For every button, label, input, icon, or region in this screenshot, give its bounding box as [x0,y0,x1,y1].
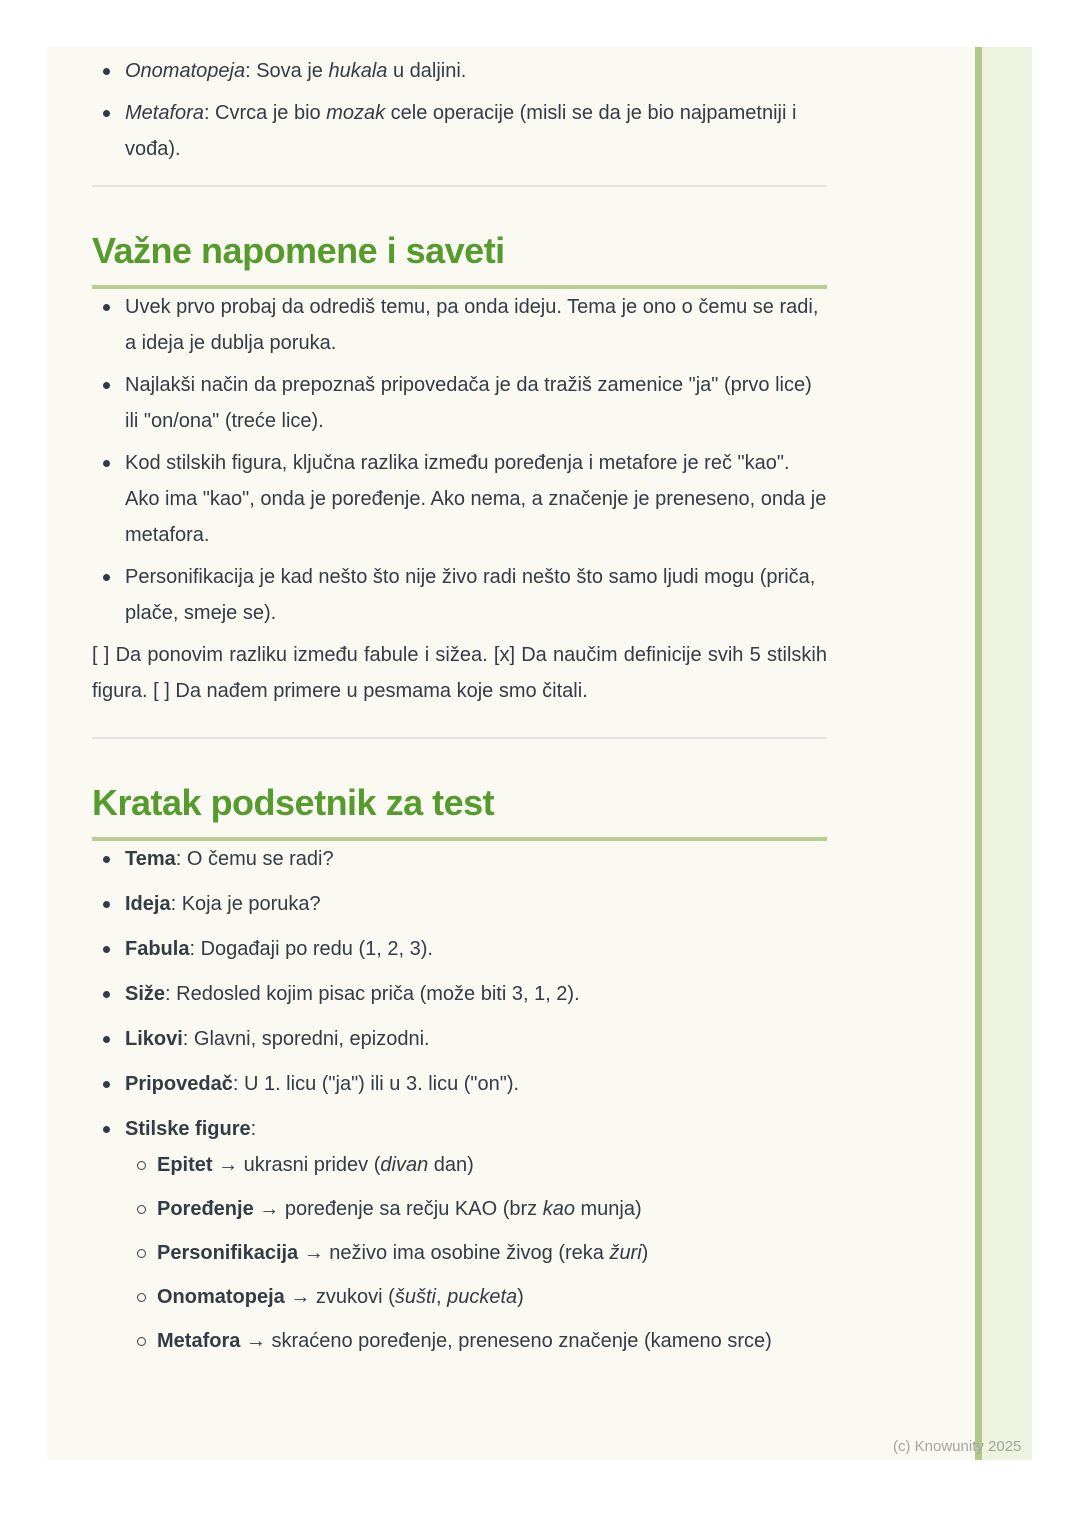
sub-list-item [125,1279,827,1315]
bullet-icon [103,382,110,389]
bullet-icon [103,1081,110,1088]
circle-bullet-icon [137,1293,146,1302]
bullet-icon [103,460,110,467]
bold-text: Onomatopeja [157,1286,285,1308]
bold-text: Metafora [157,1330,241,1352]
text: → neživo ima osobine živog (reka [298,1242,610,1264]
list-item-text [125,566,815,624]
page-content [92,53,827,1368]
text: , [435,1286,448,1308]
italic-text: kao [542,1198,575,1220]
list-item [92,53,827,89]
notes-list [92,289,827,631]
list-item [92,976,827,1012]
list-item-text [157,1330,772,1352]
sub-list-item [125,1147,827,1183]
text: : Glavni, sporedni, epizodni. [182,1028,430,1050]
bullet-icon [103,304,110,311]
sub-list-item [125,1323,827,1359]
section-divider [92,737,827,739]
text: cele operacije (misli se da je bio najpametniji i vođa). [125,102,797,160]
list-item [92,367,827,439]
sub-list-item [125,1191,827,1227]
list-item [92,1066,827,1102]
bullet-icon [103,856,110,863]
bullet-icon [103,110,110,117]
text: → poređenje sa rečju KAO (brz [253,1198,543,1220]
accent-stripe [975,47,1032,1460]
todo-checklist: [ ] Da ponovim razliku između fabule i sižea. [x] Da naučim definicije svih 5 stilskih figura. [ ] Da nađem primere u pesmama koje smo čitali. [92,644,827,702]
list-item-text [125,938,433,960]
sub-list-item [125,1235,827,1271]
bold-text: Tema [125,848,176,870]
italic-text: mozak [326,102,386,124]
page-card [47,47,1032,1460]
text: : Događaji po redu (1, 2, 3). [189,938,433,960]
text: munja) [574,1198,642,1220]
text: : Sova je [245,60,329,82]
section-title-notes: Važne napomene i saveti [92,230,505,271]
list-item-text [125,983,580,1005]
text: ) [641,1242,649,1264]
italic-text: žuri [609,1242,642,1264]
text: Personifikacija je kad nešto što nije živo radi nešto što samo ljudi mogu (priča, plače, smeje se). [125,566,816,624]
section-divider [92,185,827,187]
text: dan) [428,1154,474,1176]
list-item [92,445,827,553]
accent-stripe-fill [982,47,1032,1460]
list-item [92,1111,827,1359]
circle-bullet-icon [137,1161,146,1170]
list-item-text [125,848,334,870]
bold-text: Siže [125,983,166,1005]
list-item-text [125,374,812,432]
text: : Redosled kojim pisac priča (može biti 3, 1, 2). [165,983,580,1005]
list-item [92,95,827,167]
section-title-reminder: Kratak podsetnik za test [92,782,495,823]
list-item-text [125,102,796,160]
circle-bullet-icon [137,1337,146,1346]
list-item-text [125,1118,256,1140]
list-item-text [157,1286,524,1308]
bold-text: Pripovedač [125,1073,233,1095]
text: : Cvrca je bio [203,102,327,124]
list-item-text [125,1073,519,1095]
bold-text: Ideja [125,893,171,915]
list-item [92,841,827,877]
list-item [92,1021,827,1057]
list-item-text [157,1198,642,1220]
circle-bullet-icon [137,1205,146,1214]
italic-text: šušti [394,1286,436,1308]
list-item-text [125,60,466,82]
bold-text: Likovi [125,1028,183,1050]
list-item-text [125,1028,430,1050]
list-item-text [157,1154,474,1176]
italic-text: divan [380,1154,429,1176]
list-item [92,886,827,922]
text: Najlakši način da prepoznaš pripovedača je da tražiš zamenice "ja" (prvo lice) ili "on/ona" (treće lice). [125,374,812,432]
text: → ukrasni pridev ( [212,1154,381,1176]
list-item [92,559,827,631]
examples-list [92,53,827,167]
list-item [92,289,827,361]
list-item-text [125,893,321,915]
bold-text: Epitet [157,1154,213,1176]
bold-text: Poređenje [157,1198,254,1220]
reminder-list [92,841,827,1359]
bold-text: Stilske figure [125,1118,251,1140]
bullet-icon [103,574,110,581]
text: u daljini. [387,60,467,82]
bullet-icon [103,901,110,908]
bullet-icon [103,946,110,953]
bullet-icon [103,1036,110,1043]
italic-text: Metafora [125,102,204,124]
italic-text: Onomatopeja [125,60,246,82]
text: : O čemu se radi? [175,848,334,870]
text: Kod stilskih figura, ključna razlika između poređenja i metafore je reč "kao". Ako ima "kao", onda je poređenje. Ako nema, a značenje je preneseno, onda je metafora. [125,452,827,546]
bold-text: Fabula [125,938,190,960]
nested-list [125,1147,827,1359]
circle-bullet-icon [137,1249,146,1258]
italic-text: hukala [328,60,388,82]
bold-text: Personifikacija [157,1242,299,1264]
text: Uvek prvo probaj da odrediš temu, pa onda ideju. Tema je ono o čemu se radi, a ideja je dublja poruka. [125,296,819,354]
accent-stripe-line [975,47,982,1460]
copyright-note: (c) Knowunity 2025 [893,1438,1022,1455]
italic-text: pucketa [447,1286,518,1308]
list-item-text [125,296,818,354]
bullet-icon [103,991,110,998]
text: : Koja je poruka? [170,893,321,915]
text: : [250,1118,257,1140]
bullet-icon [103,1126,110,1133]
text: → skraćeno poređenje, preneseno značenje (kameno srce) [240,1330,772,1352]
bullet-icon [103,68,110,75]
list-item-text [157,1242,648,1264]
text: : U 1. licu ("ja") ili u 3. licu ("on"). [232,1073,520,1095]
text: → zvukovi ( [284,1286,395,1308]
list-item-text [125,452,826,546]
text: ) [517,1286,524,1308]
list-item [92,931,827,967]
